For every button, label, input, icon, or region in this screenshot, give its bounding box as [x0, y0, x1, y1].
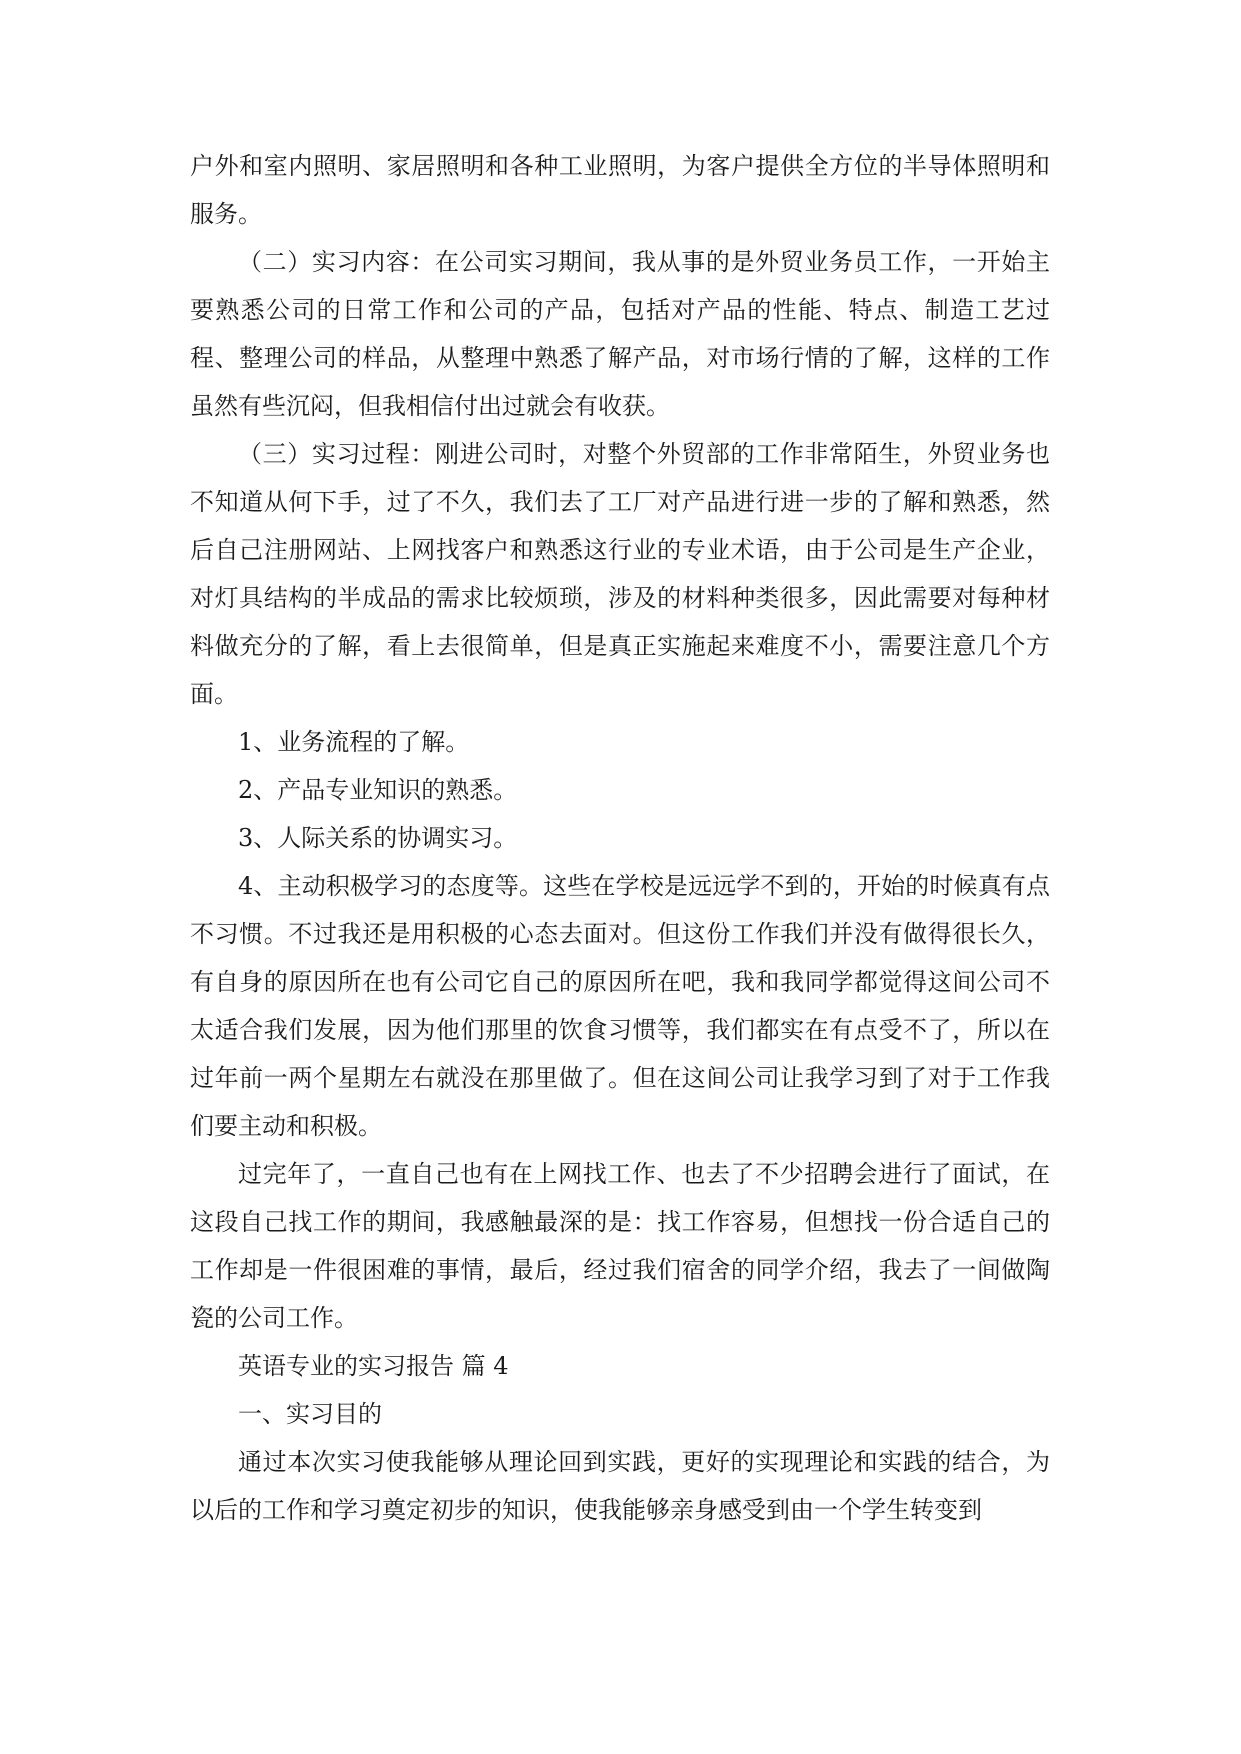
document-body [190, 142, 1050, 1534]
paragraph-purpose: 通过本次实习使我能够从理论回到实践，更好的实现理论和实践的结合，为以后的工作和学习奠定初步的知识，使我能够亲身感受到由一个学生转变到 [190, 1448, 1050, 1524]
section-heading-report-4: 英语专业的实习报告 篇 4 [238, 1352, 509, 1380]
paragraph-1: 户外和室内照明、家居照明和各种工业照明，为客户提供全方位的半导体照明和服务。 [190, 152, 1050, 228]
subheading-internship-purpose: 一、实习目的 [238, 1400, 382, 1428]
list-item-3: 3、人际关系的协调实习。 [238, 824, 518, 852]
list-item-1: 1、业务流程的了解。 [238, 728, 470, 756]
paragraph-2-internship-content: （二）实习内容：在公司实习期间，我从事的是外贸业务员工作，一开始主要熟悉公司的日常工作和公司的产品，包括对产品的性能、特点、制造工艺过程、整理公司的样品，从整理中熟悉了解产品，对市场行情的了解，这样的工作虽然有些沉闷，但我相信付出过就会有收获。 [190, 248, 1050, 420]
paragraph-after-new-year: 过完年了，一直自己也有在上网找工作、也去了不少招聘会进行了面试，在这段自己找工作的期间，我感触最深的是：找工作容易，但想找一份合适自己的工作却是一件很困难的事情，最后，经过我们宿舍的同学介绍，我去了一间做陶瓷的公司工作。 [190, 1160, 1050, 1332]
list-item-4: 4、主动积极学习的态度等。这些在学校是远远学不到的，开始的时候真有点不习惯。不过我还是用积极的心态去面对。但这份工作我们并没有做得很长久，有自身的原因所在也有公司它自己的原因所在吧，我和我同学都觉得这间公司不太适合我们发展，因为他们那里的饮食习惯等，我们都实在有点受不了，所以在过年前一两个星期左右就没在那里做了。但在这间公司让我学习到了对于工作我们要主动和积极。 [190, 872, 1050, 1140]
paragraph-3-internship-process: （三）实习过程：刚进公司时，对整个外贸部的工作非常陌生，外贸业务也不知道从何下手，过了不久，我们去了工厂对产品进行进一步的了解和熟悉，然后自己注册网站、上网找客户和熟悉这行业的专业术语，由于公司是生产企业，对灯具结构的半成品的需求比较烦琐，涉及的材料种类很多，因此需要对每种材料做充分的了解，看上去很简单，但是真正实施起来难度不小，需要注意几个方面。 [190, 440, 1050, 708]
list-item-2: 2、产品专业知识的熟悉。 [238, 776, 518, 804]
